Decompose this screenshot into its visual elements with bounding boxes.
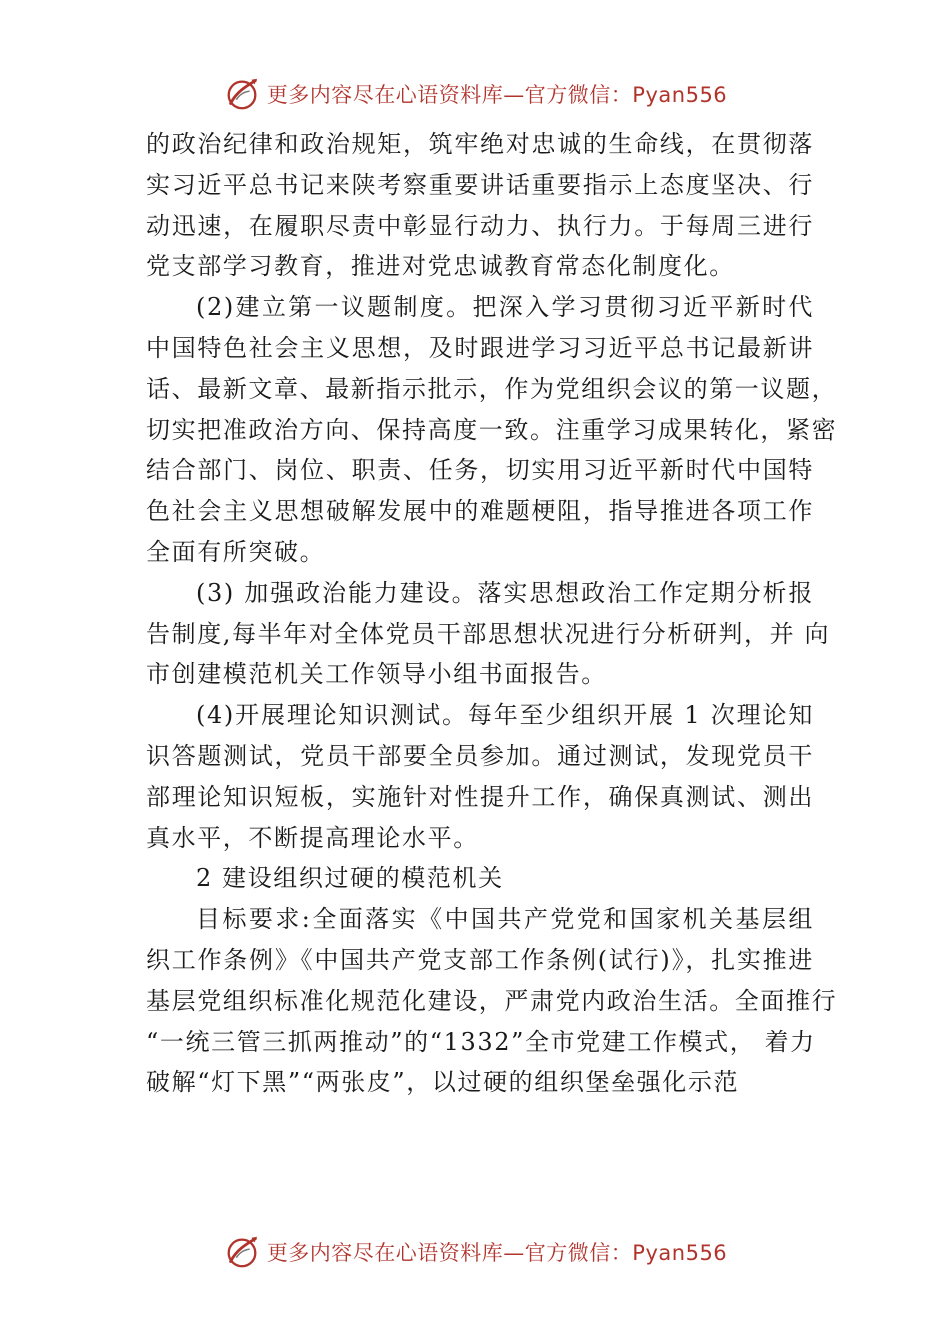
pen-swirl-logo-icon <box>223 1233 261 1271</box>
text-line: (4)开展理论知识测试。每年至少组织开展 1 次理论知 <box>196 701 814 730</box>
paragraph-6 <box>146 899 838 1103</box>
text-line: 实习近平总书记来陕考察重要讲话重要指示上态度坚决、行 <box>146 170 814 199</box>
footer-banner-text: 更多内容尽在心语资料库—官方微信：Pyan556 <box>266 1241 728 1265</box>
text-line: 话、最新文章、最新指示批示，作为党组织会议的第一议题， <box>146 374 838 403</box>
paragraph-4 <box>146 695 814 858</box>
section-heading <box>146 858 814 899</box>
text-line: 结合部门、岗位、职责、任务，切实用习近平新时代中国特 <box>146 456 814 485</box>
text-line: 破解“灯下黑”“两张皮”，以过硬的组织堡垒强化示范 <box>146 1068 740 1097</box>
text-line: 部理论知识短板，实施针对性提升工作，确保真测试、测出 <box>146 782 814 811</box>
section-heading-text: 2 建设组织过硬的模范机关 <box>196 864 504 893</box>
text-line: (2)建立第一议题制度。把深入学习贯彻习近平新时代 <box>196 293 814 322</box>
text-line: 中国特色社会主义思想，及时跟进学习习近平总书记最新讲 <box>146 333 814 362</box>
text-line: 真水平，不断提高理论水平。 <box>146 823 479 852</box>
text-line: 织工作条例》《中国共产党支部工作条例(试行)》，扎实推进 <box>146 945 814 974</box>
text-line: (3) 加强政治能力建设。落实思想政治工作定期分析报 <box>196 578 814 607</box>
text-line: 党支部学习教育，推进对党忠诚教育常态化制度化。 <box>146 252 735 281</box>
text-line: 目标要求:全面落实《中国共产党党和国家机关基层组 <box>196 905 814 934</box>
header-banner <box>0 72 950 116</box>
text-line: 基层党组织标准化规范化建设，严肃党内政治生活。全面推行 <box>146 986 838 1015</box>
header-banner-text: 更多内容尽在心语资料库—官方微信：Pyan556 <box>266 83 728 107</box>
document-body <box>146 124 838 1103</box>
text-line: 市创建模范机关工作领导小组书面报告。 <box>146 660 607 689</box>
text-line: 色社会主义思想破解发展中的难题梗阻，指导推进各项工作 <box>146 497 814 526</box>
text-line: 全面有所突破。 <box>146 537 326 566</box>
footer-banner <box>0 1230 950 1274</box>
paragraph-2 <box>146 287 838 573</box>
paragraph-1 <box>146 124 814 287</box>
text-line: 切实把准政治方向、保持高度一致。注重学习成果转化，紧密 <box>146 415 838 444</box>
pen-swirl-logo-icon <box>223 75 261 113</box>
text-line: 的政治纪律和政治规矩，筑牢绝对忠诚的生命线，在贯彻落 <box>146 130 814 158</box>
text-line: 动迅速，在履职尽责中彰显行动力、执行力。于每周三进行 <box>146 211 814 240</box>
text-line: 识答题测试，党员干部要全员参加。通过测试，发现党员干 <box>146 741 814 770</box>
text-line: 告制度,每半年对全体党员干部思想状况进行分析研判，并 向 <box>146 619 831 648</box>
paragraph-3 <box>146 573 831 695</box>
text-line: “一统三管三抓两推动”的“1332”全市党建工作模式， 着力 <box>146 1027 816 1056</box>
